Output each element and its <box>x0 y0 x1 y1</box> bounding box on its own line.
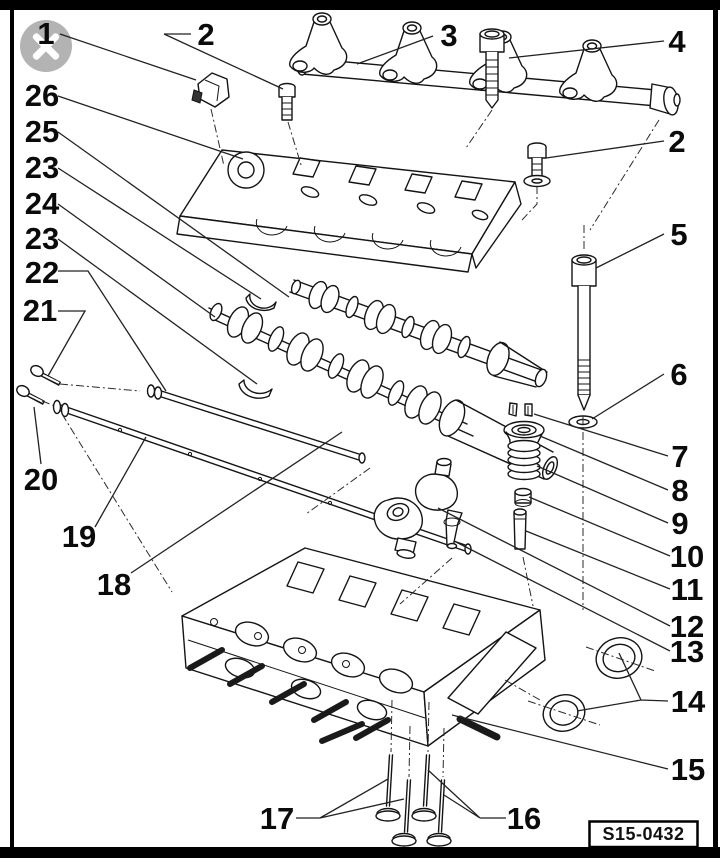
callout-13-label: 13 <box>669 634 705 669</box>
callout-12-label: 12 <box>669 609 705 644</box>
callout-4-label: 4 <box>668 24 686 59</box>
figure-code-box <box>590 822 698 848</box>
retaining-clip-drawing <box>192 73 229 107</box>
callout-14-label: 14 <box>670 684 706 719</box>
callout-20-label: 20 <box>23 462 59 497</box>
callout-6-label: 6 <box>670 357 688 392</box>
callout-15-label: 15 <box>670 752 706 787</box>
callout-10-label: 10 <box>669 539 705 574</box>
stem-seal-drawing <box>515 489 531 507</box>
figure-code-label: S15-0432 <box>602 824 685 844</box>
lifters-drawing <box>374 459 462 560</box>
callout-21-label: 21 <box>22 293 58 328</box>
valve-keepers-drawing <box>509 403 532 416</box>
callout-25-label: 25 <box>24 114 60 149</box>
callout-11-label: 11 <box>670 572 704 607</box>
bolt-2-right-drawing <box>524 143 550 187</box>
callout-26-label: 26 <box>24 78 60 113</box>
callout-16-label: 16 <box>506 801 542 836</box>
camshaft-seals-drawing <box>539 633 646 736</box>
callout-1-label: 1 <box>37 16 55 51</box>
head-bolt-drawing <box>572 255 596 410</box>
callout-7-label: 7 <box>671 439 689 474</box>
valves-drawing <box>376 755 451 846</box>
callout-3-label: 3 <box>440 18 458 53</box>
callout-17-label: 17 <box>259 801 295 836</box>
rocker-shaft-assembly-drawing <box>290 13 680 116</box>
rocker-arm <box>290 13 347 74</box>
callout-8-label: 8 <box>671 473 689 508</box>
small-bolt-20-drawing <box>15 384 44 403</box>
callout-2-top-label: 2 <box>197 17 215 52</box>
valve-spring-drawing <box>508 441 540 480</box>
callout-18-label: 18 <box>96 567 132 602</box>
callout-22-label: 22 <box>24 255 60 290</box>
callout-24-label: 24 <box>24 186 60 221</box>
callout-23-lower-label: 23 <box>24 221 60 256</box>
valve-guide-drawing <box>514 509 526 549</box>
small-bolt-21-drawing <box>29 364 60 384</box>
callout-5-label: 5 <box>670 217 688 252</box>
callout-23-upper-label: 23 <box>24 150 60 185</box>
callout-9-label: 9 <box>671 506 689 541</box>
callout-19-label: 19 <box>61 519 97 554</box>
cylinder-head-drawing <box>182 548 545 746</box>
callout-2-right-label: 2 <box>668 124 686 159</box>
